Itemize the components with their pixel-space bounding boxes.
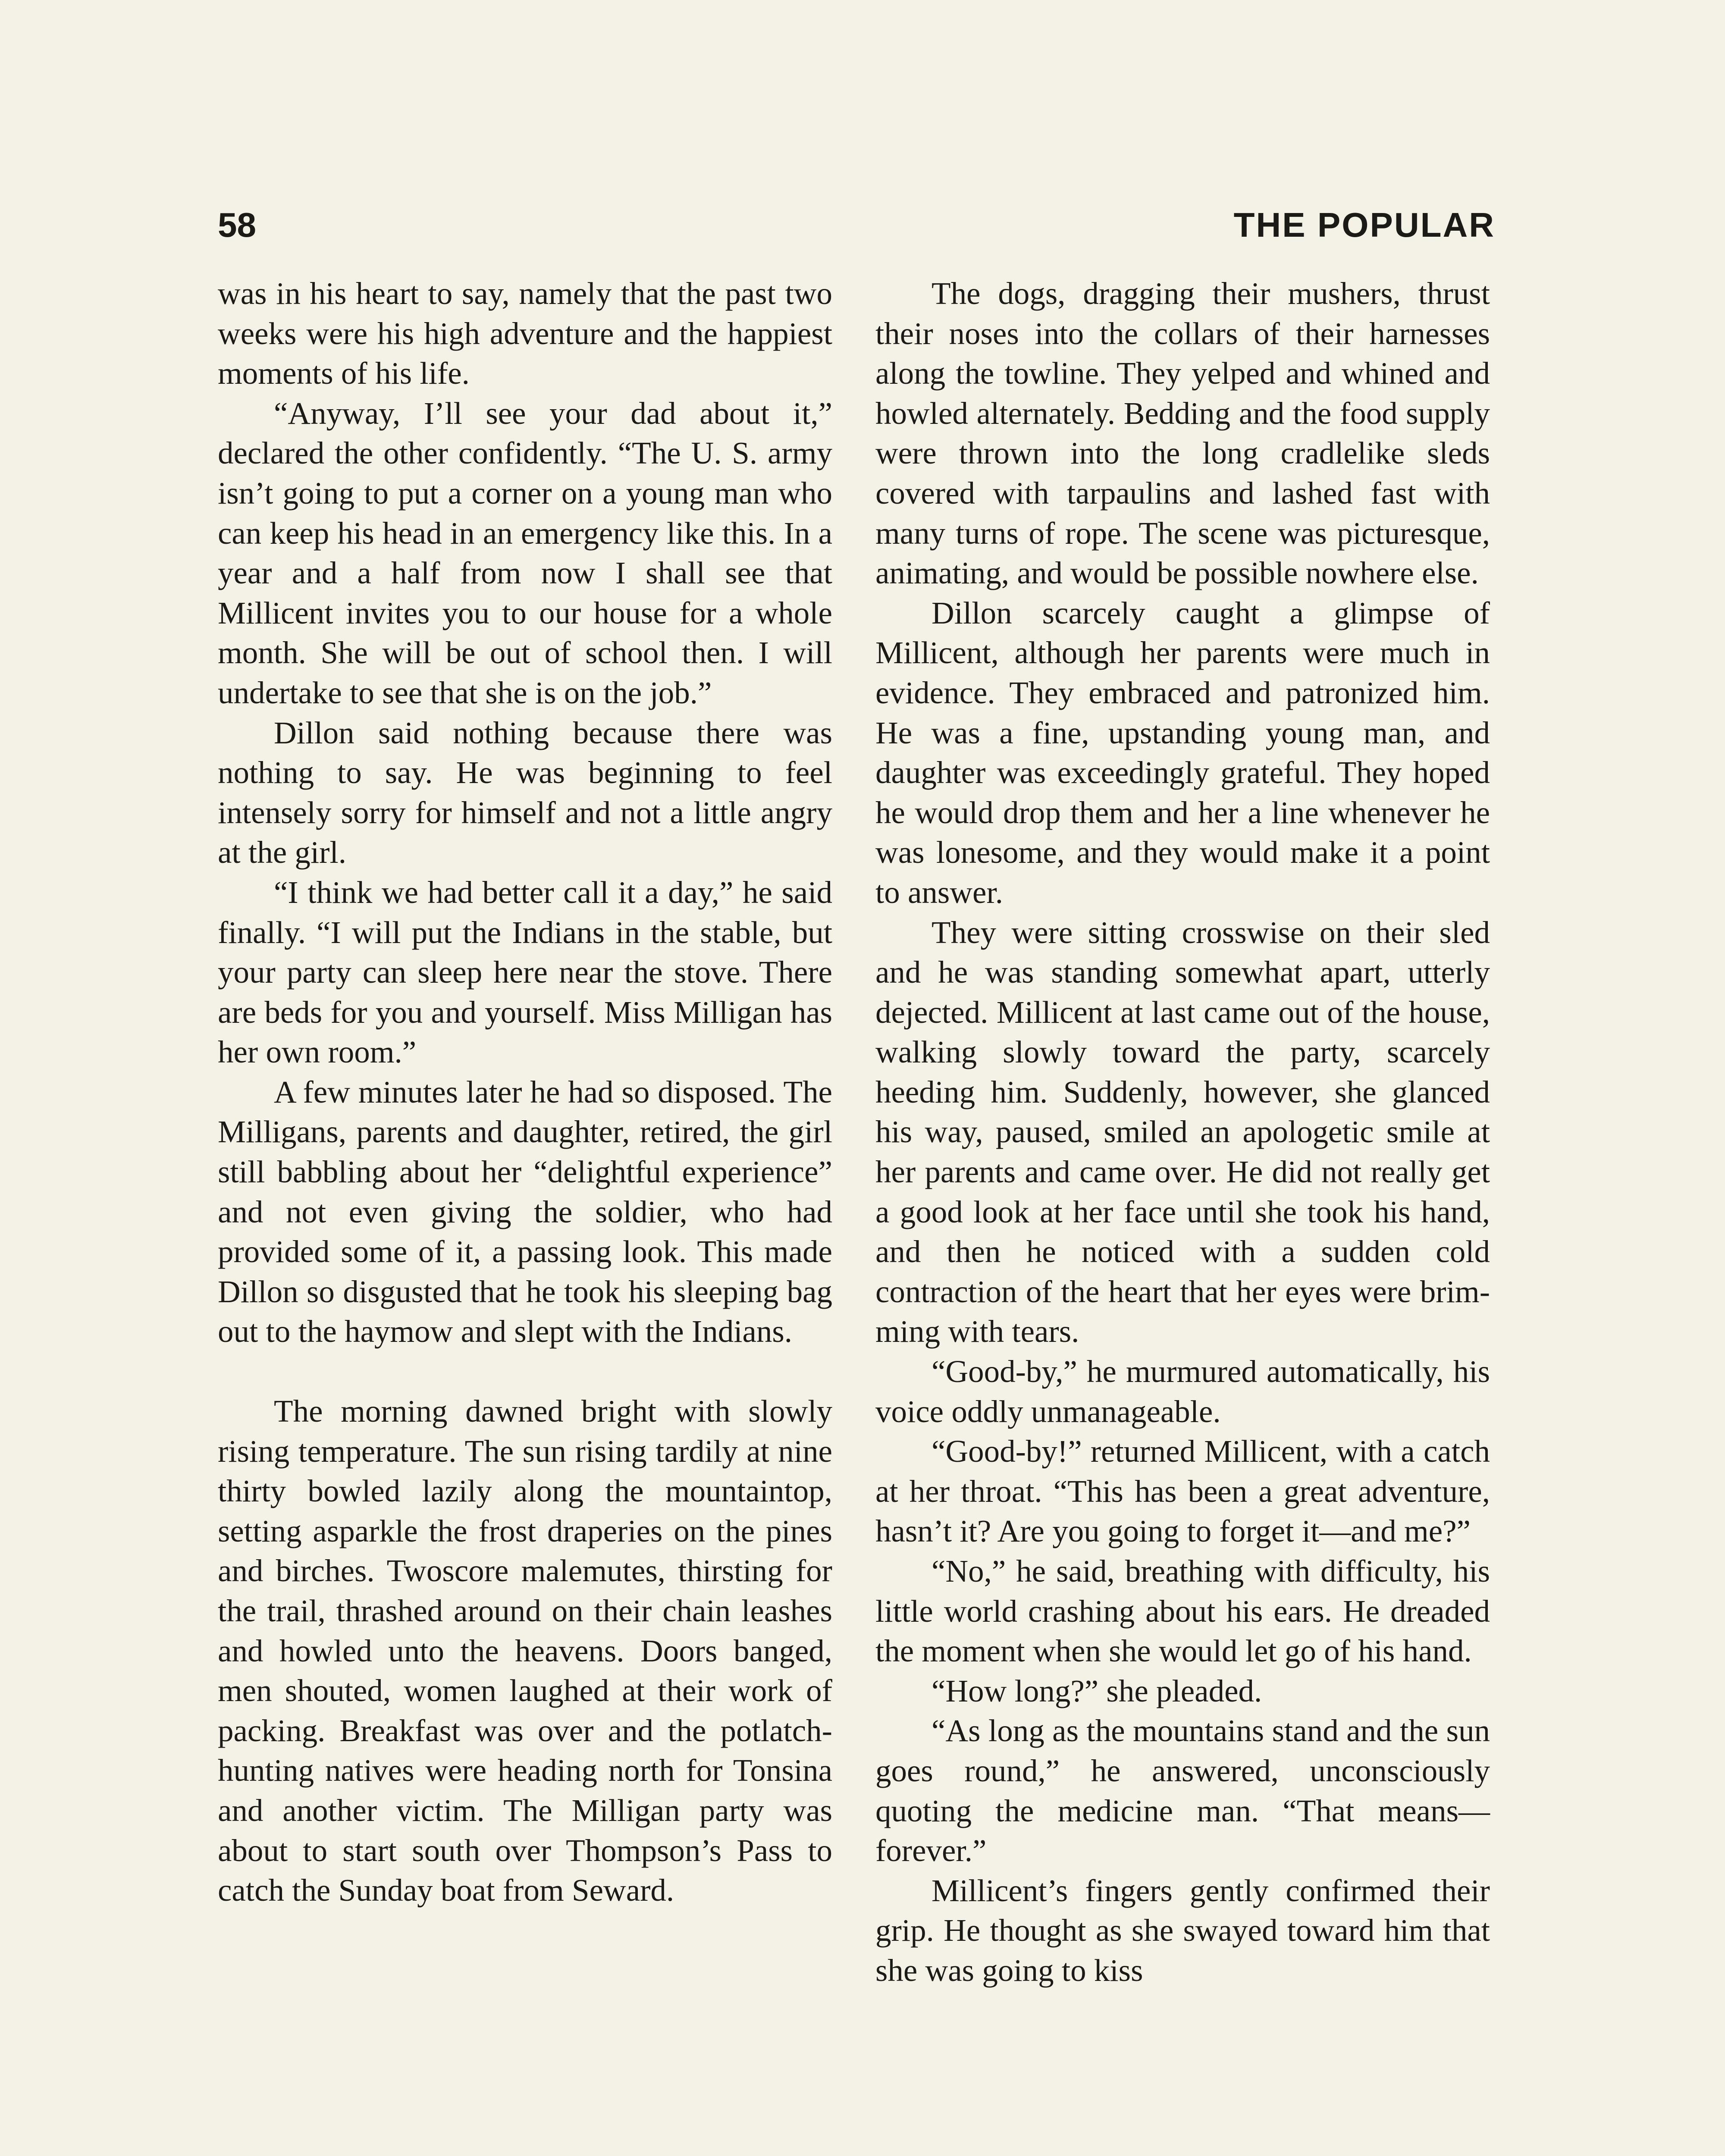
section-break	[218, 1352, 832, 1391]
paragraph: The morning dawned bright with slowly rising temperature. The sun rising tardily at nine thirty bowled lazily along the mountaintop, setting asparkle the frost draperies on the pines and birches. Twoscore malemutes, thirsting for the trail, thrashed around on their chain leashes and howled unto the heavens. Doors banged, men shouted, women laughed at their work of packing. Breakfast was over and the potlatch-hunting natives were heading north for Tonsina and another victim. The Milligan party was about to start south over Thompson’s Pass to catch the Sunday boat from Seward.	[218, 1394, 832, 1908]
paragraph: The dogs, dragging their mushers, thrust their noses into the collars of their harnesses along the towline. They yelped and whined and howled alternately. Bedding and the food supply were thrown into the long cradlelike sleds covered with tarpaulins and lashed fast with many turns of rope. The scene was picturesque, animating, and would be possible nowhere else.	[875, 276, 1490, 591]
right-column	[875, 274, 1490, 1991]
page-header	[218, 199, 1495, 251]
paragraph: “Good-by,” he murmured automatically, his voice oddly unmanageable.	[875, 1354, 1490, 1429]
paragraph: was in his heart to say, namely that the past two weeks were his high adventure and the happiest moments of his life.	[218, 276, 832, 391]
page-number: 58	[218, 206, 256, 244]
paragraph: “As long as the mountains stand and the sun goes round,” he answered, unconsciously quoting the medicine man. “That means—forever.”	[875, 1713, 1490, 1868]
paragraph: They were sitting crosswise on their sled and he was standing somewhat apart, utterly dejected. Millicent at last came out of the house, walking slowly toward the party, scarcely heeding him. Suddenly, however, she glanced his way, paused, smiled an apologetic smile at her parents and came over. He did not really get a good look at her face until she took his hand, and then he noticed with a sudden cold contraction of the heart that her eyes were brimming with tears.	[875, 915, 1490, 1349]
paragraph: A few minutes later he had so disposed. The Milligans, parents and daughter, retired, the girl still babbling about her “delightful experience” and not even giving the soldier, who had provided some of it, a passing look. This made Dillon so disgusted that he took his sleeping bag out to the haymow and slept with the Indians.	[218, 1074, 832, 1349]
paragraph: “Anyway, I’ll see your dad about it,” declared the other confidently. “The U. S. army isn’t going to put a corner on a young man who can keep his head in an emergency like this. In a year and a half from now I shall see that Millicent invites you to our house for a whole month. She will be out of school then. I will undertake to see that she is on the job.”	[218, 395, 832, 710]
paragraph: “How long?” she pleaded.	[932, 1673, 1262, 1708]
paragraph: Millicent’s fingers gently confirmed their grip. He thought as she swayed toward him that she was going to kiss	[875, 1873, 1490, 1988]
paragraph: “Good-by!” returned Millicent, with a catch at her throat. “This has been a great adventure, hasn’t it? Are you going to forget it—and me?”	[875, 1434, 1490, 1549]
paragraph: Dillon said nothing because there was nothing to say. He was beginning to feel intensely sorry for himself and not a little angry at the girl.	[218, 715, 832, 870]
running-title: THE POPULAR	[1233, 206, 1495, 244]
paragraph: “No,” he said, breathing with difficulty, his little world crashing about his ears. He dreaded the moment when she would let go of his hand.	[875, 1554, 1490, 1669]
left-column	[218, 274, 832, 1911]
paragraph: Dillon scarcely caught a glimpse of Millicent, although her parents were much in evidence. They embraced and patronized him. He was a fine, upstanding young man, and daughter was exceedingly grateful. They hoped he would drop them and her a line whenever he was lonesome, and they would make it a point to answer.	[875, 595, 1490, 910]
paragraph: “I think we had better call it a day,” he said finally. “I will put the Indians in the stable, but your party can sleep here near the stove. There are beds for you and yourself. Miss Milligan has her own room.”	[218, 874, 832, 1070]
